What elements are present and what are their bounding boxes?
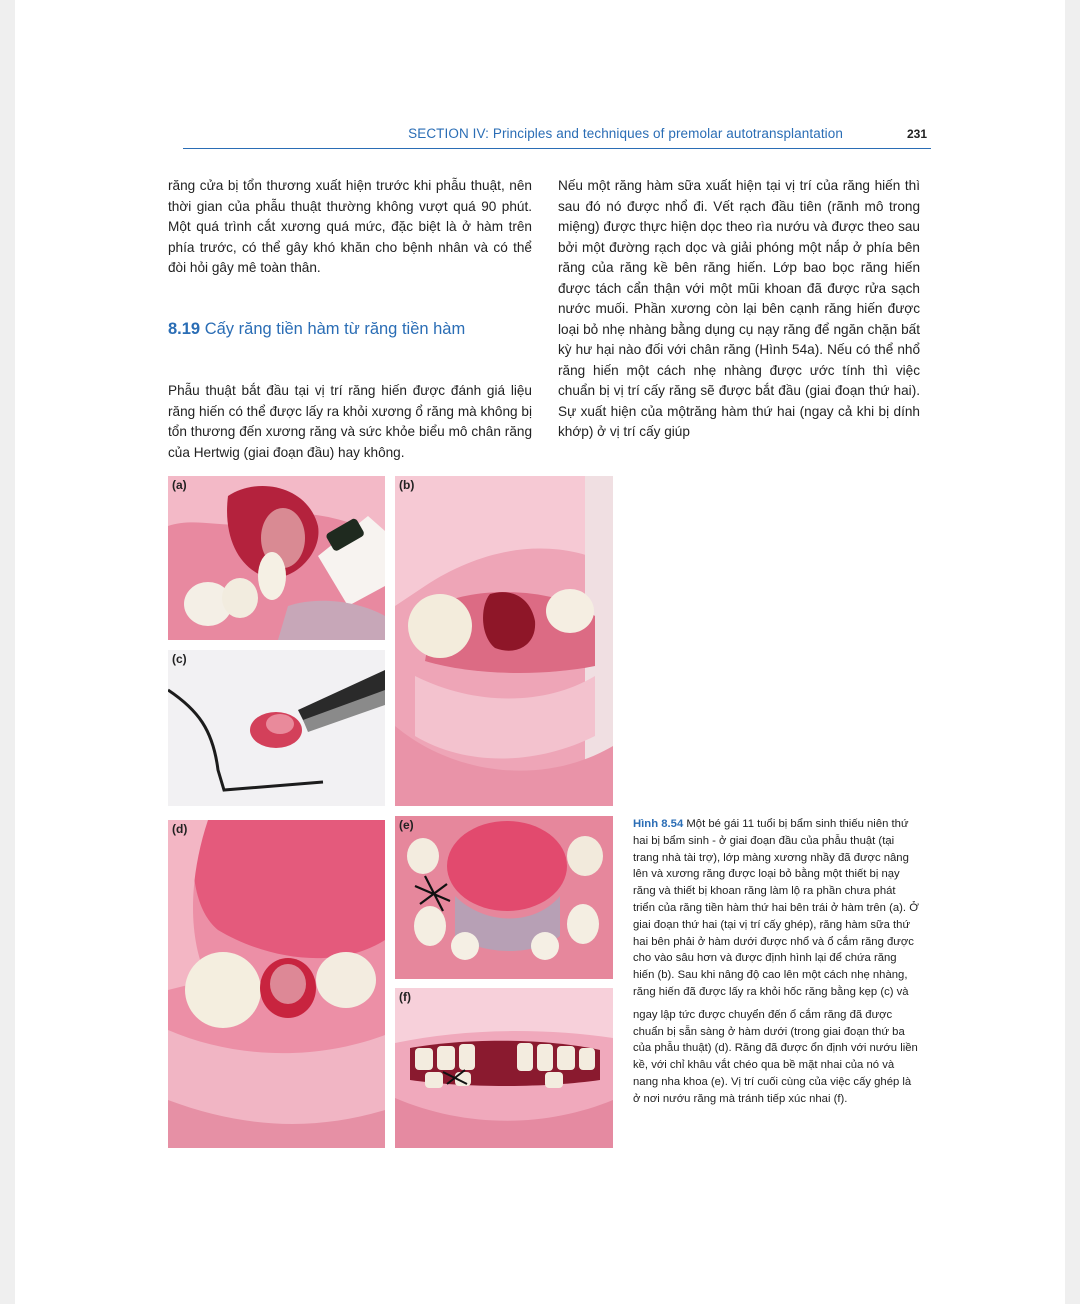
photo-panel-e <box>395 816 613 979</box>
photo-panel-b <box>395 476 613 806</box>
figure-8-54 <box>168 476 613 1148</box>
surgery-photo-b <box>395 476 613 806</box>
photo-panel-f <box>395 988 613 1148</box>
panel-label-f: (f) <box>399 990 411 1004</box>
running-header <box>183 126 931 149</box>
caption-text-3: nang nha khoa (e). Vị trí cuối cùng của việc cấy ghép là ở nơi nướu răng mà tránh tiếp xúc nhai (f). <box>633 1075 912 1105</box>
header-title: SECTION IV: Principles and techniques of premolar autotransplantation <box>408 126 843 141</box>
panel-label-c: (c) <box>172 652 187 666</box>
final-position-photo-f <box>395 988 613 1148</box>
panel-label-a: (a) <box>172 478 187 492</box>
panel-label-e: (e) <box>399 818 414 832</box>
section-heading <box>168 318 468 340</box>
photo-panel-a <box>168 476 385 640</box>
photo-panel-c <box>168 650 385 806</box>
caption-text-2: ngay lập tức được chuyển đến ổ cắm răng đã được chuẩn bị sẵn sàng ở hàm dưới (trong giai đoạn thứ ba của phẫu thuật) (d). Răng đã được ổn định với nướu liền kề, với chỉ khâu vắt chéo qua bề mặt nhai của nó và <box>633 1008 918 1072</box>
section-number: 8.19 <box>168 320 201 338</box>
section-title: Cấy răng tiền hàm từ răng tiền hàm <box>204 320 466 338</box>
paragraph: răng cửa bị tổn thương xuất hiện trước khi phẫu thuật, nên thời gian của phẫu thuật thường không vượt quá 90 phút. Một quá trình cắt xương quá mức, đặc biệt là ở hàm trên phía trước, có thể gây khó khăn cho bệnh nhân và có thể đòi hỏi gây mê toàn thân. <box>168 178 532 275</box>
figure-caption <box>633 816 919 1108</box>
paragraph: Nếu một răng hàm sữa xuất hiện tại vị trí của răng hiến thì sau đó nó được nhổ đi. Vết rạch đầu tiên (rãnh mô trong miệng) được thực hiện dọc theo rìa nướu và được theo sau bởi một đường rạch dọc và giải phóng một nắp ở phía bên răng của răng kề bên răng hiến. Lớp bao bọc răng hiến được tách cẩn thận với một mũi khoan đã được rửa sạch nước muối. Phần xương còn lại bên cạnh răng hiến được loại bỏ nhẹ nhàng bằng dụng cụ nạy răng để ngăn chặn bất kỳ hư hại nào đối với chân răng (Hình 54a). Nếu có thể nhổ răng hiến một cách nhẹ nhàng được ước tính thì việc chuẩn bị vị trí cấy răng sẽ được bắt đầu (giai đoạn thứ hai). Sự xuất hiện của mộtrăng hàm thứ hai (ngay cả khi bị dính khớp) ở vị trí cấy giúp <box>558 178 920 439</box>
right-column <box>558 176 920 443</box>
left-column-top <box>168 176 532 279</box>
caption-paragraph-2 <box>633 1007 919 1074</box>
page-number: 231 <box>906 127 927 141</box>
sutured-photo-e <box>395 816 613 979</box>
panel-label-d: (d) <box>172 822 188 836</box>
extracted-tooth-photo-c <box>168 650 385 806</box>
left-column-bottom <box>168 381 532 463</box>
caption-paragraph-1 <box>633 816 919 1001</box>
surgery-photo-a <box>168 476 385 640</box>
photo-panel-d <box>168 820 385 1148</box>
panel-label-b: (b) <box>399 478 415 492</box>
surgery-photo-d <box>168 820 385 1148</box>
caption-paragraph-3 <box>633 1074 919 1108</box>
caption-text-1: Một bé gái 11 tuổi bị bẩm sinh thiếu niên thứ hai bị bẩm sinh - ở giai đoạn đầu của phẫu thuật (tại trang nhà tài trợ), lớp màng xương nhầy đã được nâng lên và xương răng được loại bỏ bằng một thiết bị nạy răng và thiết bị khoan răng làm lộ ra phần chưa phát triển của răng tiền hàm thứ hai bên trái ở hàm trên (a). Ở giai đoạn thứ hai (tại vị trí cấy ghép), răng hàm sữa thứ hai bên phải ở hàm dưới được nhổ và ổ cắm răng được cho vào sâu hơn và được định hình lại để chứa răng hiến (b). Sau khi nâng độ cao lên một cách nhẹ nhàng, răng hiến đã được lấy ra khỏi hốc răng bằng kẹp (c) và <box>633 818 919 998</box>
paragraph: Phẫu thuật bắt đầu tại vị trí răng hiến được đánh giá liệu răng hiến có thể được lấy ra khỏi xương ổ răng mà không bị tổn thương đến xương răng và sức khỏe biểu mô chân răng của Hertwig (giai đoạn đầu) hay không. <box>168 383 532 460</box>
caption-label: Hình 8.54 <box>633 818 684 830</box>
